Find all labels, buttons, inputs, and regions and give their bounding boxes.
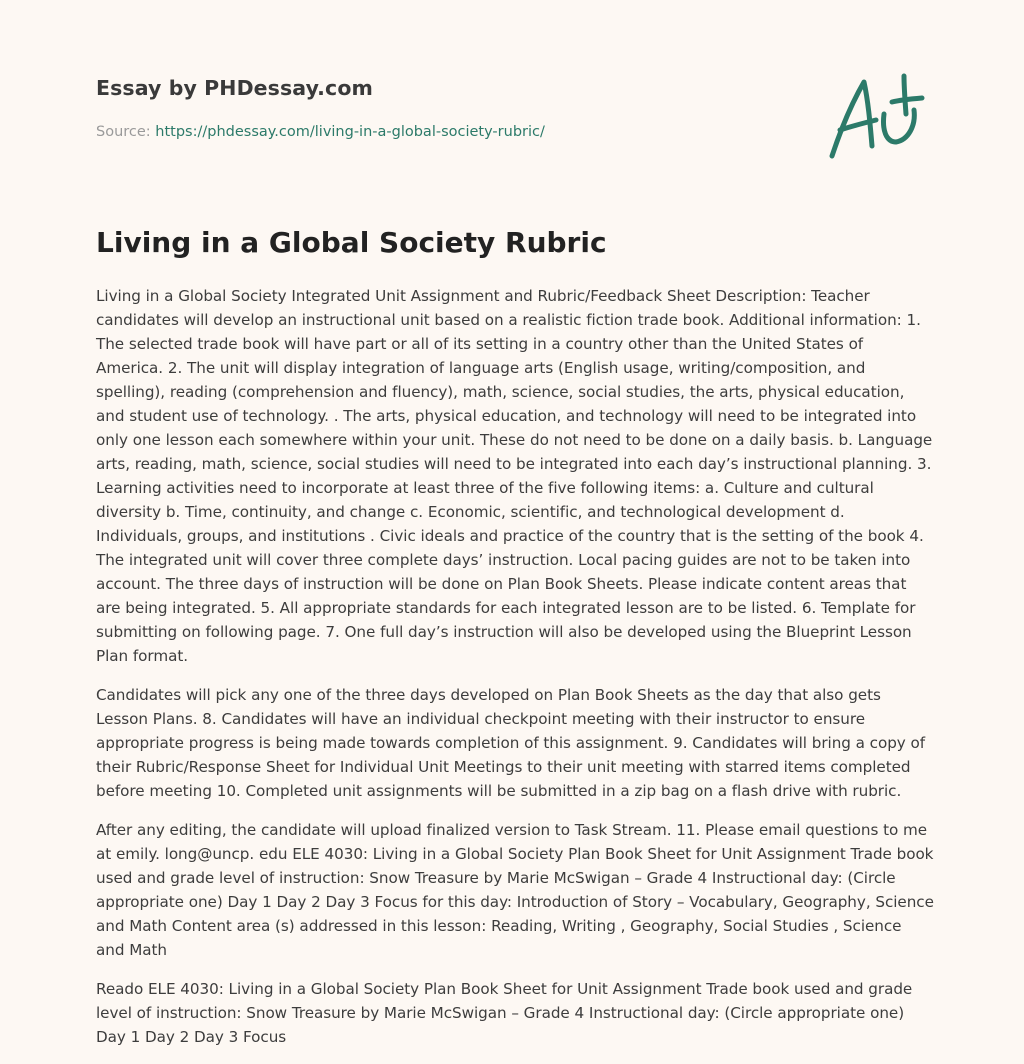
article-body bbox=[96, 284, 934, 1064]
source-label: Source: bbox=[96, 124, 151, 140]
article-paragraph: After any editing, the candidate will upload finalized version to Task Stream. 11. Please email questions to me at emily. long@uncp. edu ELE 4030: Living in a Global Society Plan Book Sheet for Unit Assignment Trade book used and grade level of instruction: Snow Treasure by Marie McSwigan – Grade 4 Instructional day: (Circle appropriate one) Day 1 Day 2 Day 3 Focus for this day: Introduction of Story – Vocabulary, Geography, Science and Math Content area (s) addressed in this lesson: Reading, Writing , Geography, Social Studies , Science and Math bbox=[96, 821, 934, 959]
article-paragraph: Reado ELE 4030: Living in a Global Society Plan Book Sheet for Unit Assignment Trade book used and grade level of instruction: Snow Treasure by Marie McSwigan – Grade 4 Instructional day: (Circle appropriate one) Day 1 Day 2 Day 3 Focus bbox=[96, 980, 913, 1046]
a-plus-logo-icon bbox=[826, 70, 926, 164]
page-header bbox=[96, 74, 928, 174]
article-paragraph: Living in a Global Society Integrated Unit Assignment and Rubric/Feedback Sheet Description: Teacher candidates will develop an instructional unit based on a realistic fiction trade book. Additional information: 1. The selected trade book will have part or all of its setting in a country other than the United States of America. 2. The unit will display integration of language arts (English usage, writing/composition, and spelling), reading (comprehension and fluency), math, science, social studies, the arts, physical education, and student use of technology. . The arts, physical education, and technology will need to be integrated into only one lesson each somewhere within your unit. These do not need to be done on a daily basis. b. Language arts, reading, math, science, social studies will need to be integrated into each day’s instructional planning. 3. Learning activities need to incorporate at least three of the five following items: a. Culture and cultural diversity b. Time, continuity, and change c. Economic, scientific, and technological development d. Individuals, groups, and institutions . Civic ideals and practice of the country that is the setting of the book 4. The integrated unit will cover three complete days’ instruction. Local pacing guides are not to be taken into account. The three days of instruction will be done on Plan Book Sheets. Please indicate content areas that are being integrated. 5. All appropriate standards for each integrated lesson are to be listed. 6. Template for submitting on following page. 7. One full day’s instruction will also be developed using the Blueprint Lesson Plan format. bbox=[96, 287, 933, 665]
source-line bbox=[96, 124, 545, 140]
source-link[interactable]: https://phdessay.com/living-in-a-global-society-rubric/ bbox=[155, 124, 545, 140]
site-brand: Essay by PHDessay.com bbox=[96, 76, 373, 100]
article-paragraph: Candidates will pick any one of the three days developed on Plan Book Sheets as the day that also gets Lesson Plans. 8. Candidates will have an individual checkpoint meeting with their instructor to ensure appropriate progress is being made towards completion of this assignment. 9. Candidates will bring a copy of their Rubric/Response Sheet for Individual Unit Meetings to their unit meeting with starred items completed before meeting 10. Completed unit assignments will be submitted in a zip bag on a flash drive with rubric. bbox=[96, 686, 926, 800]
article-title: Living in a Global Society Rubric bbox=[96, 226, 607, 259]
